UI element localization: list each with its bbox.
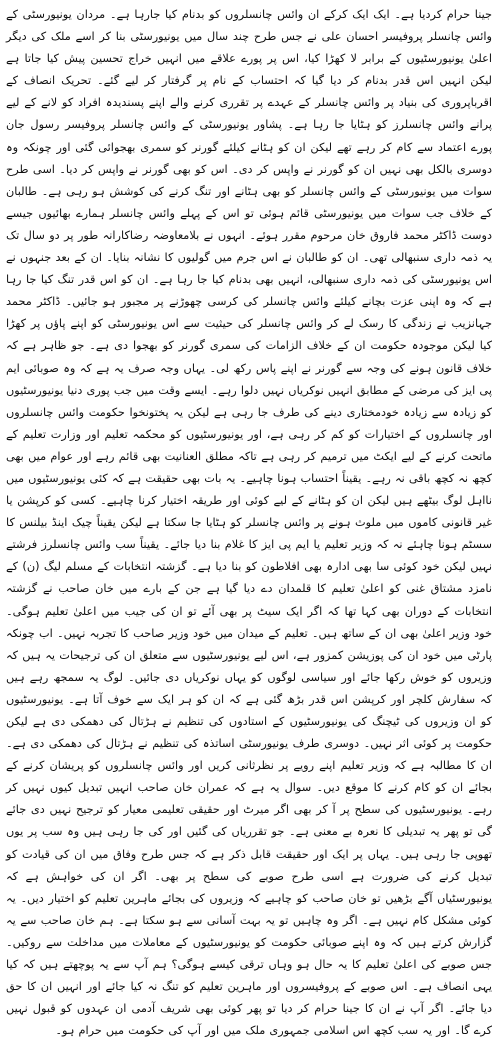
article-paragraph: جینا حرام کردیا ہے۔ ایک ایک کرکے ان وائس چانسلروں کو بدنام کیا جارہا ہے۔ مردان یونیورسٹی کے وائس چانسلر پروفیسر احسان علی نے جس طرح چند سال میں یونیورسٹی بنا کر اسے ملک کی دیگر اعلیٰ یونیورسٹیوں کے برابر لا کھڑا کیا، اس پر پورے علاقے میں انہیں خراج تحسین پیش کیا جاتا ہے لیکن انہیں اس قدر بدنام کر دیا گیا کہ احتساب کے نام پر گرفتار کر لیے گئے۔ تحریک انصاف کے اقرباپروری کی بنیاد پر وائس چانسلر کے عہدے پر تقرری کرنے والے اپنے پسندیدہ افراد کو لانے کے لیے پرانے وائس چانسلرز کو ہٹایا جا رہا ہے۔ پشاور یونیورسٹی کے وائس چانسلر پروفیسر رسول جان پورے اعتماد سے کام کر رہے تھے لیکن ان کو ہٹانے کیلئے گورنر کو سمری بھجوائی گئی اور چونکہ وہ دوسری بالکل بھی نہیں ان کو گورنر نے واپس کر دی۔ اس کو بھی گورنر نے واپس کر دیا۔ اسی طرح سوات میں یونیورسٹی کے وائس چانسلر کو بھی ہٹانے اور تنگ کرنے کی کوشش ہو رہی ہے۔ طالبان کے خلاف جب سوات میں یونیورسٹی قائم ہوئی تو اس کے پہلے وائس چانسلر ہمارے بھائیوں جیسے دوست ڈاکٹر محمد فاروق خان مرحوم مقرر ہوئے۔ انہوں نے بلامعاوضہ رضاکارانہ طور پر دو سال تک یہ ذمہ داری سنبھالی تھی۔ ان کو طالبان نے اس جرم میں گولیوں کا نشانہ بنایا۔ ان کے بعد جنہوں نے اس یونیورسٹی کی ذمہ داری سنبھالی، انہیں بھی بدنام کیا جا رہا ہے۔ ان کو اس قدر تنگ کیا جا رہا ہے کہ وہ اپنی عزت بچانے کیلئے وائس چانسلر کی کرسی چھوڑنے پر مجبور ہو جائیں۔ ڈاکٹر محمد جہانزیب نے زندگی کا رسک لے کر وائس چانسلر کی حیثیت سے اس یونیورسٹی کو اپنے پاؤں پر کھڑا کیا لیکن موجودہ حکومت ان کے خلاف الزامات کی سمری گورنر کو بھجوا دی ہے۔ جو ظاہر ہے کہ خلاف قانون ہونے کی وجہ سے گورنر نے اپنے پاس رکھ لی۔ یہاں وجہ صرف یہ ہے کہ وہ صوبائی ایم پی ایز کی مرضی کے مطابق انہیں نوکریاں نہیں دلوا رہے۔ ایسے وقت میں جب پوری دنیا یونیورسٹیوں کو زیادہ سے زیادہ خودمختاری دینے کی طرف جا رہی ہے لیکن یہ پختونخوا حکومت وائس چانسلروں اور چانسلروں کے اختیارات کو کم کر رہی ہے، اور یونیورسٹیوں کو محکمہ تعلیم اور وزارت تعلیم کے ماتحت کرنے کے لیے ایکٹ میں ترمیم کر رہی ہے تاکہ مطلق العنانیت بھی قائم رہے اور عوام میں بھی کچھ نہ کچھ باقی نہ رہے۔ یقیناً احتساب ہونا چاہیے۔ یہ بات بھی حقیقت ہے کہ کئی یونیورسٹیوں میں نااہل لوگ بیٹھے ہیں لیکن ان کو ہٹانے کے لیے کوئی اور طریقہ اختیار کرنا چاہیے۔ کسی کو کرپشن یا غیر قانونی کاموں میں ملوث ہونے پر وائس چانسلر کو ہٹایا جا سکتا ہے لیکن یقیناً چیک اینڈ بیلنس کا سسٹم ہونا چاہئے نہ کہ وزیر تعلیم یا ایم پی ایز کا غلام بنا دیا جائے۔ یقیناً سب وائس چانسلرز فرشتے نہیں لیکن خود کوئی سا بھی ادارہ بھی افلاطون کو بنا دیا ہے۔ گزشتہ انتخابات کے مسلم لیگ (ن) کے نامزد مشتاق غنی کو اعلیٰ تعلیم کا قلمدان دے دیا گیا ہے جن کے بارے میں خان صاحب نے گزشتہ انتخابات کے دوران بھی کہا تھا کہ اگر ایک سیٹ پر بھی آئے تو ان کی جیب میں اعلیٰ تعلیم ہوگی۔ خود وزیر اعلیٰ بھی ان کے ساتھ ہیں۔ تعلیم کے میدان میں خود وزیر صاحب کا تجربہ نہیں۔ اب چونکہ پارٹی میں خود ان کی پوزیشن کمزور ہے، اس لیے یونیورسٹیوں سے متعلق ان کی ترجیحات یہ ہیں کہ وزیروں کو خوش رکھا جائے اور سیاسی لوگوں کو یہاں نوکریاں دی جائیں۔ لوگ یہ سمجھ رہے ہیں کہ سفارش کلچر اور کرپشن اس قدر بڑھ گئی ہے کہ ان کو ہر ایک سے خوف آتا ہے۔ یونیورسٹیوں کو ان وزیروں کی ٹیچنگ کی یونیورسٹیوں کے استادوں کی تنظیم نے ہڑتال کی دھمکی دی ہے لیکن حکومت پر کوئی اثر نہیں۔ دوسری طرف یونیورسٹی اساتذہ کی تنظیم نے ہڑتال کی دھمکی دی ہے۔ ان کا مطالبہ ہے کہ وزیر تعلیم اپنے رویے پر نظرثانی کریں اور وائس چانسلروں کو پریشان کرنے کے بجائے ان کو کام کرنے کا موقع دیں۔ سوال یہ ہے کہ عمران خان صاحب انہیں تبدیل کیوں نہیں کر رہے۔ یونیورسٹیوں کی سطح پر آ کر بھی اگر میرٹ اور حقیقی تعلیمی معیار کو ترجیح نہیں دی جائے گی تو پھر یہ تبدیلی کا نعرہ بے معنی ہے۔ جو تقرریاں کی گئیں اور کی جا رہی ہیں وہ سب پر یوں تھوپی جا رہی ہیں۔ یہاں پر ایک اور حقیقت قابل ذکر ہے کہ جس طرح وفاق میں ان کی قیادت کو تبدیل کرنے کی ضرورت ہے اسی طرح صوبے کی سطح پر بھی۔ اگر ان کی خواہش ہے کہ یونیورسٹیاں آگے بڑھیں تو خان صاحب کو چاہیے کہ وزیروں کی بجائے ماہرین تعلیم کو اختیار دیں۔ یہ کوئی مشکل کام نہیں ہے۔ اگر وہ چاہیں تو یہ بہت آسانی سے ہو سکتا ہے۔ ہم خان صاحب سے یہ گزارش کرتے ہیں کہ وہ اپنے صوبائی حکومت کو یونیورسٹیوں کے معاملات میں مداخلت سے روکیں۔ جس صوبے کی اعلیٰ تعلیم کا یہ حال ہو وہاں ترقی کیسے ہوگی؟ ہم آپ سے یہ پوچھتے ہیں کہ کیا یہی انصاف ہے۔ اس صوبے کے پروفیسروں اور ماہرین تعلیم کو تنگ نہ کیا جائے اور انہیں ان کا حق دیا جائے۔ اگر آپ نے ان کا جینا حرام کر دیا تو پھر کوئی بھی شریف آدمی ان عہدوں کو قبول نہیں کرے گا۔ اور یہ سب کچھ اس اسلامی جمہوری ملک میں اور آپ کی حکومت میں حرام ہو۔ [6, 8, 492, 1038]
urdu-article-column [6, 4, 492, 1042]
